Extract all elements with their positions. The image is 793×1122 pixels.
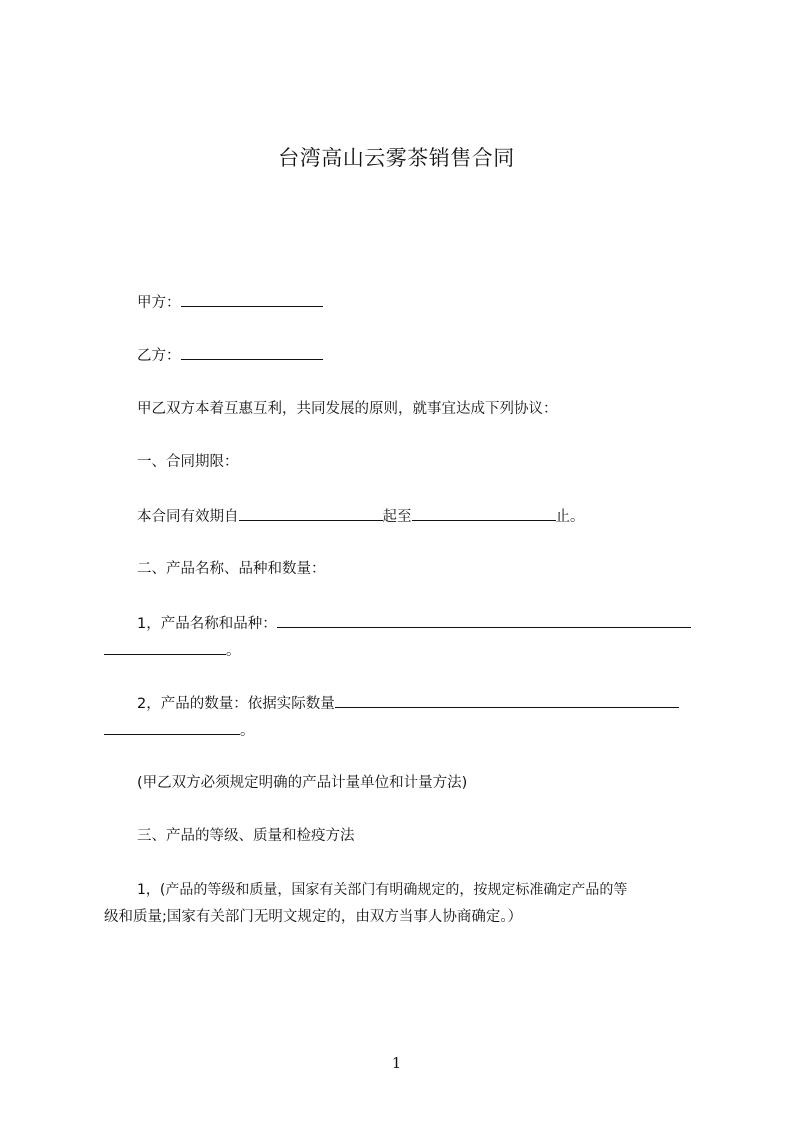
party-b-label: 乙方： [137, 348, 181, 364]
preamble: 甲乙双方本着互惠互利，共同发展的原则，就事宜达成下列协议： [137, 401, 558, 417]
section2-heading: 二、产品名称、品种和数量： [137, 561, 326, 577]
term-prefix: 本合同有效期自 [137, 509, 239, 525]
section3-heading: 三、产品的等级、质量和检疫方法 [137, 828, 355, 844]
document-title: 台湾高山云雾茶销售合同 [278, 146, 515, 170]
term-end-blank [412, 506, 556, 521]
item1-continuation [104, 640, 241, 661]
party-a-label: 甲方： [137, 295, 181, 311]
measurement-note: (甲乙双方必须规定明确的产品计量单位和计量方法) [137, 775, 468, 791]
party-b-line [137, 345, 323, 366]
party-a-blank [181, 292, 323, 307]
section1-heading: 一、合同期限： [137, 454, 239, 470]
item2-continuation [104, 720, 255, 741]
term-suffix: 止。 [555, 509, 585, 525]
item2-blank-2 [104, 720, 240, 735]
page-number: 1 [391, 1054, 402, 1072]
item1-line [137, 613, 691, 634]
item1-blank-1 [277, 613, 691, 628]
item2-blank-1 [335, 693, 679, 708]
term-middle: 起至 [382, 509, 412, 525]
item2-label: 2，产品的数量：依据实际数量 [137, 696, 335, 712]
term-line [137, 506, 585, 527]
term-start-blank [239, 506, 383, 521]
item2-end: 。 [240, 723, 255, 739]
item2-line [137, 693, 679, 714]
item3-line-1: 1，(产品的等级和质量，国家有关部门有明确规定的，按规定标准确定产品的等 [137, 882, 628, 898]
item1-label: 1，产品名称和品种： [137, 616, 277, 632]
item1-blank-2 [104, 640, 226, 655]
party-a-line [137, 292, 323, 313]
item1-end: 。 [226, 643, 241, 659]
item3-line-2: 级和质量;国家有关部门无明文规定的，由双方当事人协商确定。） [104, 909, 523, 925]
party-b-blank [181, 345, 323, 360]
